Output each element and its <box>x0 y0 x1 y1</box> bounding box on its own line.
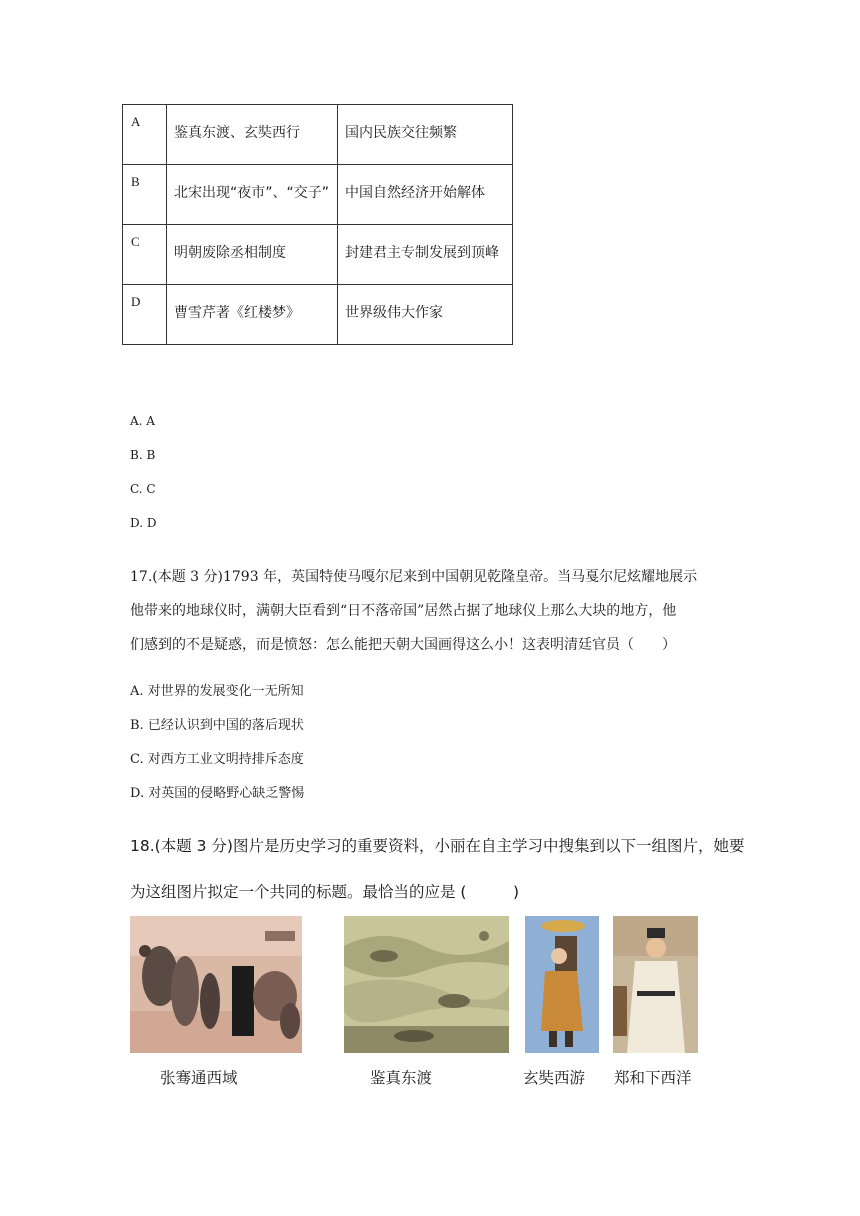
row-letter: C <box>123 225 167 285</box>
q17-option-a[interactable]: A. 对世界的发展变化一无所知 <box>130 684 304 699</box>
row-event: 鉴真东渡、玄奘西行 <box>167 105 338 165</box>
table-row <box>123 165 513 225</box>
table-row <box>123 225 513 285</box>
q16-option-d[interactable]: D. D <box>130 516 157 530</box>
table-row <box>123 285 513 345</box>
question-17-stem <box>130 560 740 662</box>
stem-line: 们感到的不是疑惑，而是愤怒：怎么能把天朝大国画得这么小！这表明清廷官员（ ） <box>130 637 676 653</box>
stem-line: 他带来的地球仪时，满朝大臣看到“日不落帝国”居然占据了地球仪上那么大块的地方，他 <box>130 603 677 619</box>
row-event: 曹雪芹著《红楼梦》 <box>167 285 338 345</box>
jianzhen-voyage-image <box>344 916 509 1053</box>
q17-option-b[interactable]: B. 已经认识到中国的落后现状 <box>130 718 304 733</box>
caption-zheng-he: 郑和下西洋 <box>614 1069 692 1087</box>
q16-option-a[interactable]: A. A <box>130 414 155 428</box>
row-conclusion: 国内民族交往频繁 <box>338 105 513 165</box>
xuanzang-image <box>525 916 599 1053</box>
q17-option-c[interactable]: C. 对西方工业文明持排斥态度 <box>130 752 304 767</box>
row-letter: B <box>123 165 167 225</box>
q16-option-b[interactable]: B. B <box>130 448 156 462</box>
question-18-stem-line2: 为这组图片拟定一个共同的标题。最恰当的应是 ( ) <box>130 883 520 901</box>
caption-jianzhen: 鉴真东渡 <box>370 1069 433 1087</box>
row-conclusion: 世界级伟大作家 <box>338 285 513 345</box>
row-conclusion: 封建君主专制发展到顶峰 <box>338 225 513 285</box>
stem-line: 17.(本题 3 分)1793 年，英国特使马嘎尔尼来到中国朝见乾隆皇帝。当马戛尔尼炫耀地展示 <box>130 569 698 585</box>
q17-option-d[interactable]: D. 对英国的侵略野心缺乏警惕 <box>130 786 305 801</box>
row-letter: A <box>123 105 167 165</box>
row-conclusion: 中国自然经济开始解体 <box>338 165 513 225</box>
zhang-qian-mural-image <box>130 916 302 1053</box>
row-letter: D <box>123 285 167 345</box>
question-18-stem-line1: 18.(本题 3 分)图片是历史学习的重要资料，小丽在自主学习中搜集到以下一组图片，她要 <box>130 837 745 855</box>
caption-zhang-qian: 张骞通西域 <box>160 1069 238 1087</box>
table-row <box>123 105 513 165</box>
row-event: 北宋出现“夜市”、“交子” <box>167 165 338 225</box>
caption-xuanzang: 玄奘西游 <box>523 1069 586 1087</box>
question-16-table <box>122 104 513 345</box>
q16-option-c[interactable]: C. C <box>130 482 156 496</box>
row-event: 明朝废除丞相制度 <box>167 225 338 285</box>
zheng-he-image <box>613 916 698 1053</box>
